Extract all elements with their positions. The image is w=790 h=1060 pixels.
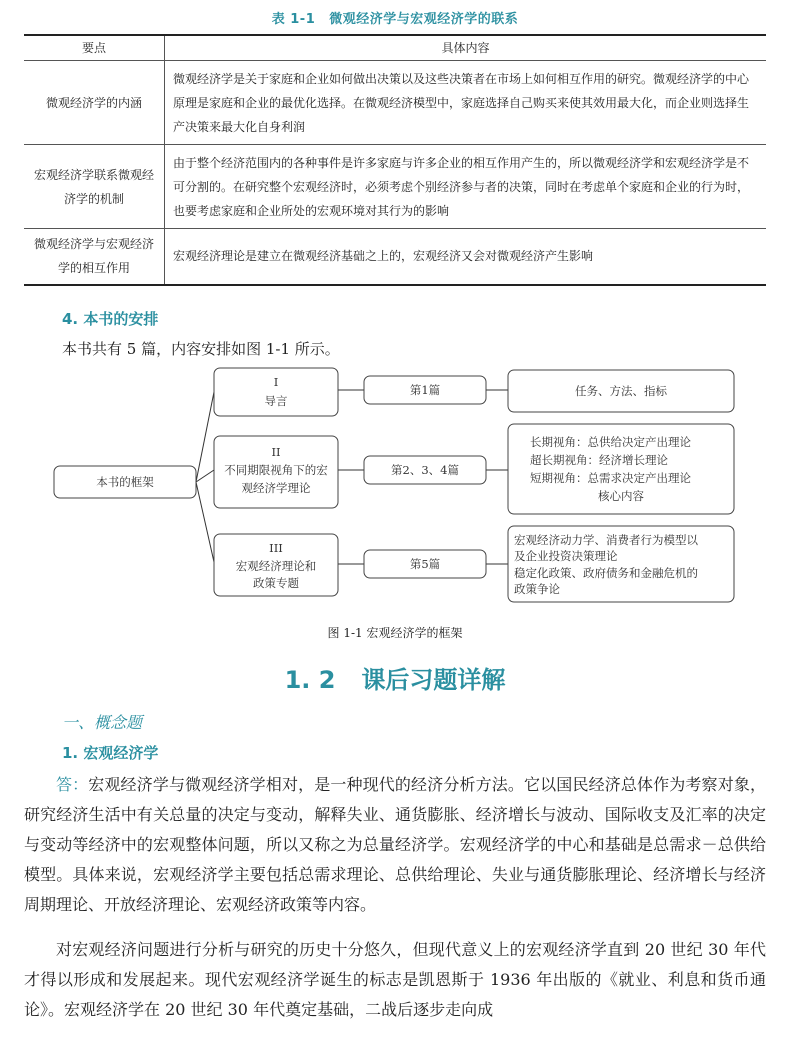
answer-label: 答：: [56, 775, 89, 794]
framework-diagram: [0, 360, 790, 618]
table-header-row: [24, 35, 766, 61]
content-line: 任务、方法、指标: [575, 384, 667, 398]
relation-table: [24, 34, 766, 286]
table-row: [24, 229, 766, 285]
branch-label-line: 宏观经济理论和: [235, 559, 317, 573]
root-label: 本书的框架: [96, 475, 154, 489]
section4-intro: 本书共有 5 篇，内容安排如图 1-1 所示。: [62, 340, 340, 358]
table-key-cell: 微观经济学的内涵: [24, 61, 165, 145]
table-value-cell: 宏观经济理论是建立在微观经济基础之上的，宏观经济又会对微观经济产生影响: [165, 229, 767, 285]
table-number: 表 1-1: [271, 12, 316, 27]
branch-numeral: II: [271, 445, 281, 459]
parts-label: 第2、3、4篇: [391, 463, 459, 477]
branch-label-line: 观经济学理论: [241, 481, 311, 495]
table-key-cell: 微观经济学与宏观经济学的相互作用: [24, 229, 165, 285]
connector-line: [196, 392, 214, 482]
concept-heading: 一、概念题: [62, 713, 143, 732]
table-key-cell: 宏观经济学联系微观经济学的机制: [24, 145, 165, 229]
section-number: 1. 2: [284, 666, 336, 694]
content-line: 及企业投资决策理论: [514, 549, 618, 563]
branch-label: 导言: [264, 394, 288, 408]
content-line: 超长期视角：经济增长理论: [530, 453, 668, 467]
branch-numeral: III: [269, 541, 283, 555]
content-line: 长期视角：总供给决定产出理论: [530, 435, 691, 449]
parts-label: 第1篇: [409, 383, 441, 397]
answer-text: 宏观经济学与微观经济学相对，是一种现代的经济分析方法。它以国民经济总体作为考察对象，研究经济生活中有关总量的决定与变动，解释失业、通货膨胀、经济增长与波动、国际收支及汇率的决定与变动等经济中的宏观整体问题，所以又称之为总量经济学。宏观经济学的中心和基础是总需求－总供给模型。具体来说，宏观经济学主要包括总需求理论、总供给理论、失业与通货膨胀理论、经济增长与经济周期理论、开放经济理论、宏观经济政策等内容。: [24, 775, 766, 914]
table-value-cell: 微观经济学是关于家庭和企业如何做出决策以及这些决策者在市场上如何相互作用的研究。微观经济学的中心原理是家庭和企业的最优化选择。在微观经济模型中，家庭选择自己购买来使其效用最大化，而企业则选择生产决策来最大化自身利润: [165, 61, 767, 145]
table-row: [24, 145, 766, 229]
section-heading: [0, 660, 790, 695]
answer-paragraph: [24, 770, 766, 920]
branch-numeral: I: [273, 375, 279, 389]
figure-caption: 图 1-1 宏观经济学的框架: [327, 626, 463, 640]
table-header-cell: 要点: [24, 35, 165, 61]
section-title: 课后习题详解: [361, 666, 506, 694]
content-line: 短期视角：总需求决定产出理论: [530, 471, 691, 485]
table-row: [24, 61, 766, 145]
table-value-cell: 由于整个经济范围内的各种事件是许多家庭与许多企业的相互作用产生的，所以微观经济学和宏观经济学是不可分割的。在研究整个宏观经济时，必须考虑个别经济参与者的决策，同时在考虑单个家庭和企业的行为时，也要考虑家庭和企业所处的宏观环境对其行为的影响: [165, 145, 767, 229]
branch-label-line: 不同期限视角下的宏: [224, 463, 328, 477]
question-heading: 1. 宏观经济学: [62, 744, 159, 762]
connector-line: [196, 482, 214, 562]
content-line: 稳定化政策、政府债务和金融危机的: [514, 566, 698, 580]
content-line: 政策争论: [514, 582, 560, 596]
content-line: 核心内容: [598, 489, 644, 503]
content-line: 宏观经济动力学、消费者行为模型以: [514, 533, 698, 547]
section4-heading: 4. 本书的安排: [62, 310, 159, 328]
table-title-text: 微观经济学与宏观经济学的联系: [329, 12, 519, 27]
table-header-cell: 具体内容: [165, 35, 767, 61]
table-title: [0, 8, 790, 27]
parts-label: 第5篇: [409, 557, 441, 571]
connector-line: [196, 470, 214, 482]
branch-label-line: 政策专题: [253, 576, 299, 590]
body-paragraph: 对宏观经济问题进行分析与研究的历史十分悠久，但现代意义上的宏观经济学直到 20 世纪 30 年代才得以形成和发展起来。现代宏观经济学诞生的标志是凯恩斯于 1936 年出版的《就业、利息和货币通论》。宏观经济学在 20 世纪 30 年代奠定基础，二战后逐步走向成: [24, 940, 766, 1019]
